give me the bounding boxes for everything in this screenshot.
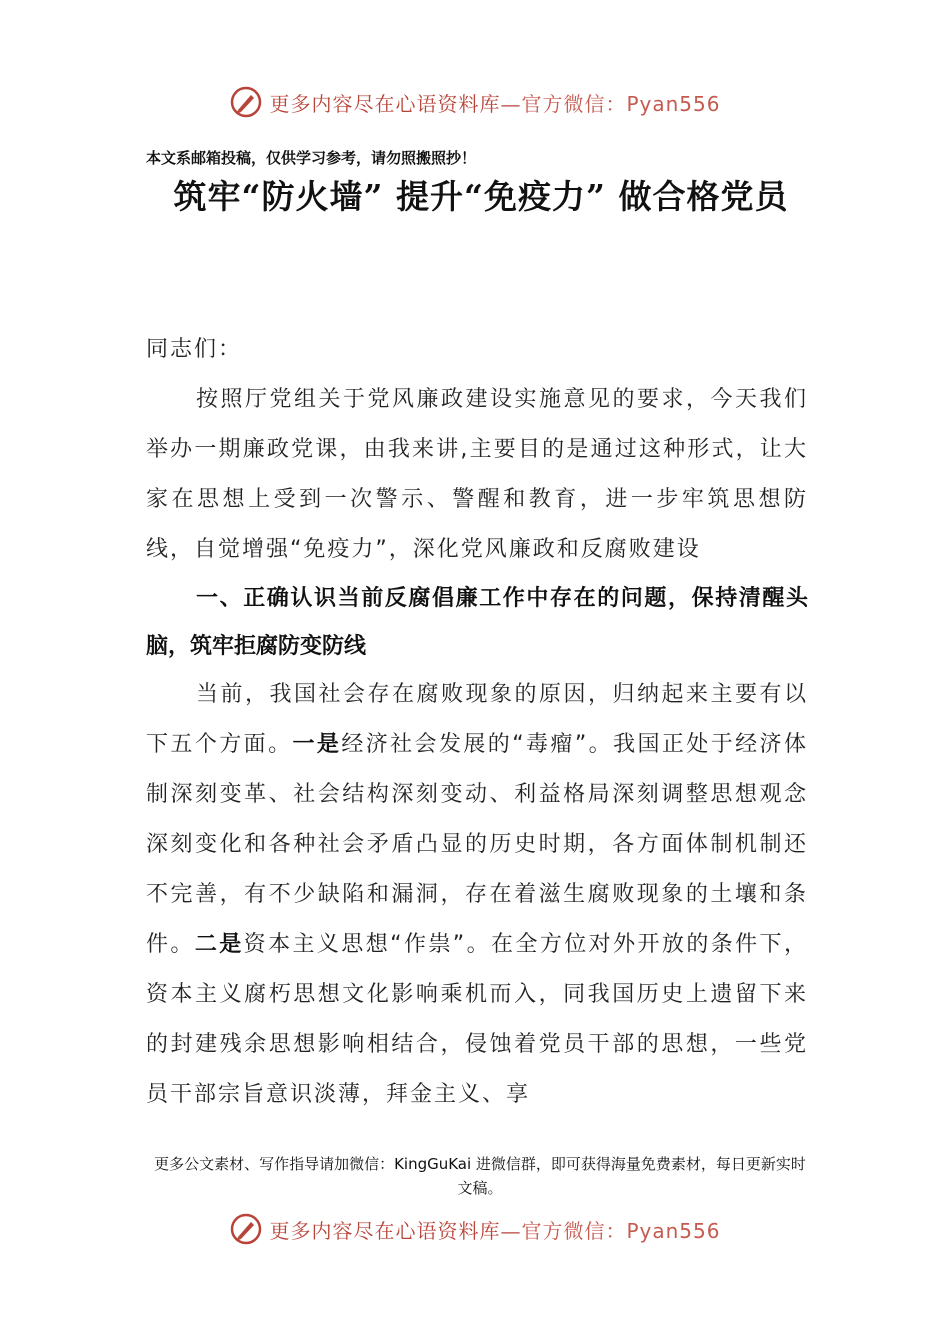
greeting: 同志们： bbox=[146, 337, 243, 362]
paragraph-causes: 当前，我国社会存在腐败现象的原因，归纳起来主要有以下五个方面。一是经济社会发展的“毒瘤”。我国正处于经济体制深刻变革、社会结构深刻变动、利益格局深刻调整思想观念深刻变化和各种社会矛盾凸显的历史时期，各方面体制机制还不完善，有不少缺陷和漏洞，存在着滋生腐败现象的土壤和条件。二是资本主义思想“作祟”。在全方位对外开放的条件下，资本主义腐朽思想文化影响乘机而入，同我国历史上遗留下来的封建残余思想影响相结合，侵蚀着党员干部的思想，一些党员干部宗旨意识淡薄，拜金主义、享 bbox=[146, 682, 808, 1107]
top-banner bbox=[0, 80, 950, 124]
banner-text: 更多内容尽在心语资料库—官方微信：Pyan556 bbox=[269, 91, 721, 116]
pen-logo-icon bbox=[229, 1212, 263, 1246]
pen-logo-icon bbox=[229, 85, 263, 119]
bold-marker-1: 一是 bbox=[292, 732, 342, 757]
bold-marker-2: 二是 bbox=[194, 932, 244, 957]
paragraph-intro: 按照厅党组关于党风廉政建设实施意见的要求，今天我们举办一期廉政党课，由我来讲,主要目的是通过这种形式，让大家在思想上受到一次警示、警醒和教育，进一步牢筑思想防线，自觉增强“免疫力”，深化党风廉政和反腐败建设 bbox=[146, 387, 808, 562]
disclaimer: 本文系邮箱投稿，仅供学习参考，请勿照搬照抄！ bbox=[146, 149, 477, 167]
banner-text: 更多内容尽在心语资料库—官方微信：Pyan556 bbox=[269, 1218, 721, 1243]
bottom-banner bbox=[0, 1207, 950, 1251]
document-title: 筑牢“防火墙” 提升“免疫力” 做合格党员 bbox=[173, 177, 789, 216]
footer-note: 更多公文素材、写作指导请加微信：KingGuKai 进微信群，即可获得海量免费素材，每日更新实时文稿。 bbox=[154, 1155, 806, 1197]
section-heading-1: 一、正确认识当前反腐倡廉工作中存在的问题，保持清醒头脑，筑牢拒腐防变防线 bbox=[146, 586, 808, 659]
